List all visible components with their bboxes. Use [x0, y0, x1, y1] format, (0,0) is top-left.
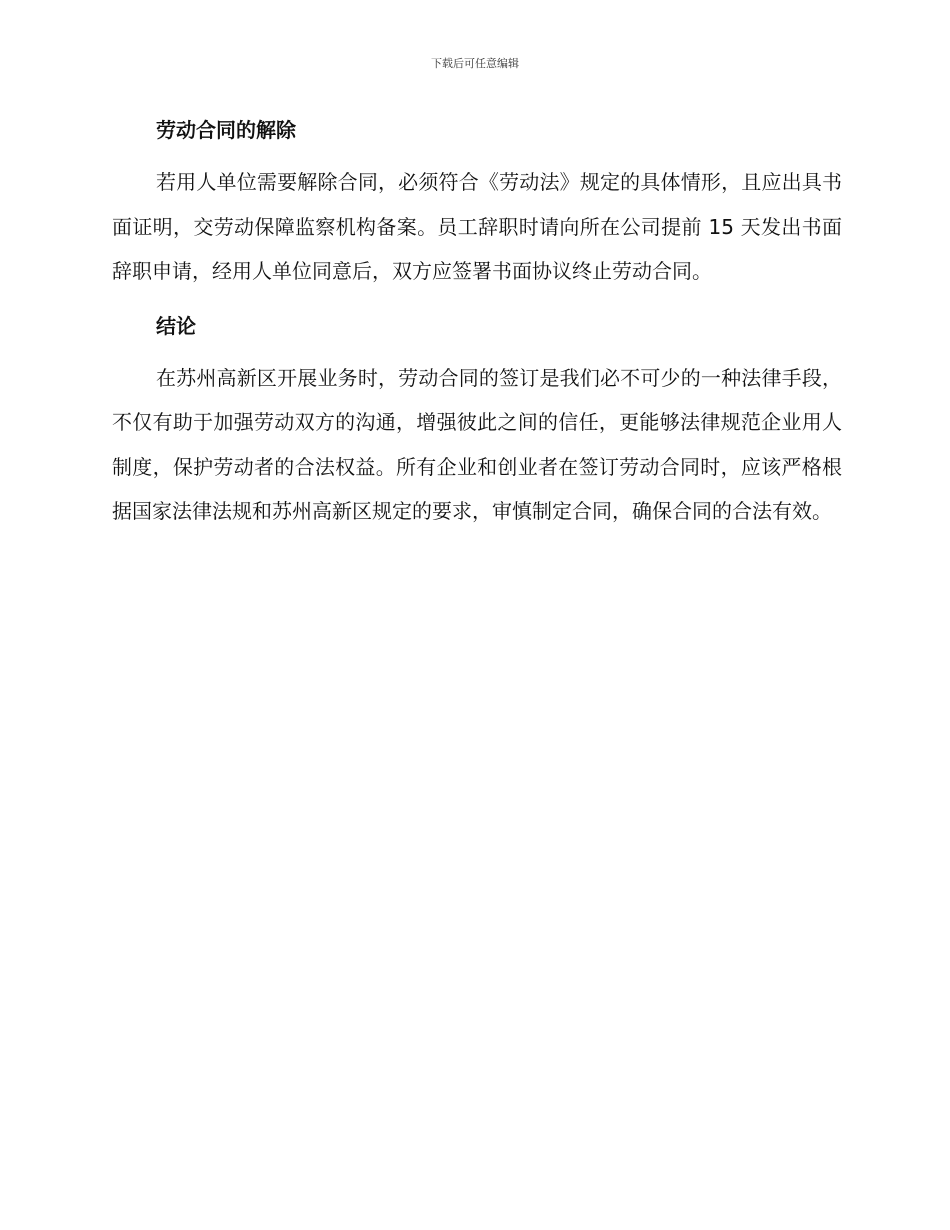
- section-heading-conclusion: 结论: [156, 313, 196, 338]
- paragraph-conclusion: 在苏州高新区开展业务时，劳动合同的签订是我们必不可少的一种法律手段，不仅有助于加强劳动双方的沟通，增强彼此之间的信任，更能够法律规范企业用人制度，保护劳动者的合法权益。所有企业和创业者在签订劳动合同时，应该严格根据国家法律法规和苏州高新区规定的要求，审慎制定合同，确保合同的合法有效。: [112, 365, 842, 523]
- section-heading-termination: 劳动合同的解除: [156, 118, 296, 142]
- page-header: 下载后可任意编辑: [431, 57, 519, 70]
- document-body: [112, 110, 842, 534]
- paragraph-termination: 若用人单位需要解除合同，必须符合《劳动法》规定的具体情形，且应出具书面证明，交劳动保障监察机构备案。员工辞职时请向所在公司提前 15 天发出书面辞职申请，经用人单位同意后，双方应签署书面协议终止劳动合同。: [112, 170, 842, 283]
